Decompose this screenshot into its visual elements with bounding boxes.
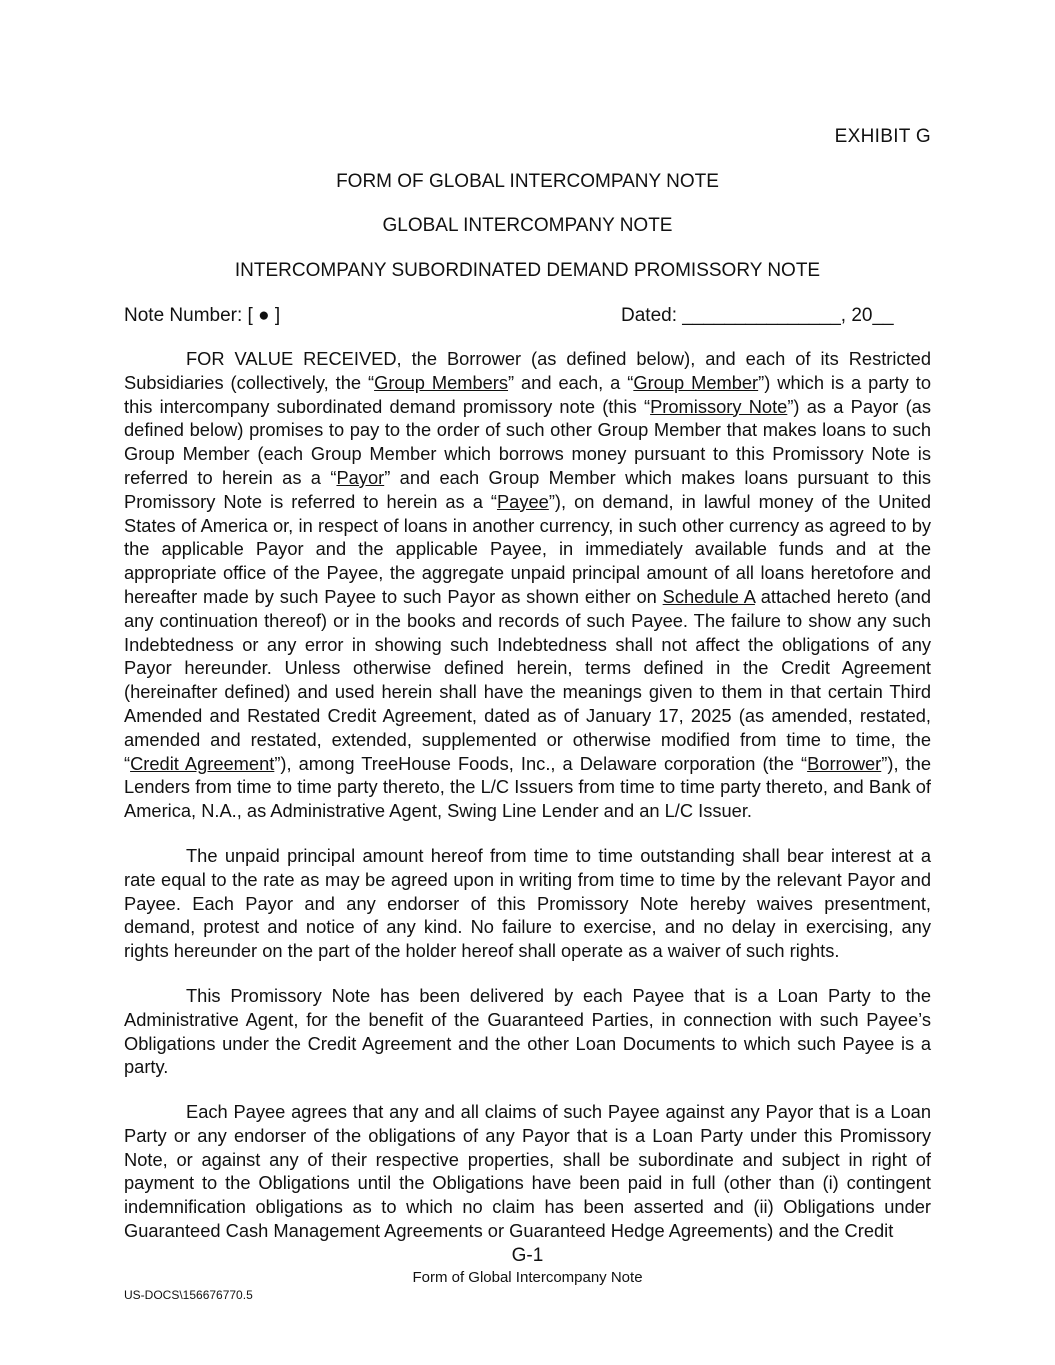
defined-term-promissory-note: Promissory Note — [650, 395, 788, 417]
document-id: US-DOCS\156676770.5 — [124, 1288, 253, 1302]
note-number: Note Number: [ ● ] — [124, 305, 281, 326]
interest-paragraph: The unpaid principal amount hereof from time to time outstanding shall bear interest at a rate equal to the rate as may be agreed upon in writing from time to time by the relevant Payor and Payee. Each Payor and any endorser of this Promissory Note hereby waives presentment, demand, protest and notice of any kind. No failure to exercise, and no delay in exercising, any rights hereunder on the part of the holder hereof shall operate as a waiver of such rights. — [124, 845, 931, 962]
page-number: G-1 — [511, 1245, 544, 1266]
defined-term-credit-agreement: Credit Agreement — [130, 752, 275, 774]
p1-text: ” and each Group Member which makes loans pursuant to this Promissory Note is referred to herein as a “ — [124, 466, 931, 512]
p1-text: ”), among TreeHouse Foods, Inc., a Delaware corporation (the “ — [274, 752, 808, 774]
note-subtitle: INTERCOMPANY SUBORDINATED DEMAND PROMISSORY NOTE — [234, 260, 821, 281]
exhibit-label: EXHIBIT G — [834, 126, 931, 147]
paragraph-2 — [124, 844, 931, 963]
form-title: FORM OF GLOBAL INTERCOMPANY NOTE — [336, 171, 719, 192]
dated-field: Dated: _______________, 20__ — [621, 305, 894, 326]
p1-text: attached hereto (and any continuation thereof) or in the books and records of such Payee. The failure to show any such Indebtedness or any error in showing such Indebtedness shall not affect the obligations of any Payor hereunder. Unless otherwise defined herein, terms defined in the Credit Agreement (hereinafter defined) and used herein shall have the meanings given to them in that certain Third Amended and Restated Credit Agreement, dated as of January 17, 2025 (as amended, restated, amended and restated, extended, supplemented or otherwise modified from time to time, the “ — [124, 585, 931, 774]
note-number-line — [124, 305, 931, 327]
note-title: GLOBAL INTERCOMPANY NOTE — [382, 215, 673, 236]
delivery-paragraph: This Promissory Note has been delivered by each Payee that is a Loan Party to the Administrative Agent, for the benefit of the Guaranteed Parties, in connection with such Payee’s Obligations under the Credit Agreement and the other Loan Documents to which such Payee is a party. — [124, 985, 931, 1078]
p1-text: FOR VALUE RECEIVED, the Borrower (as defined below), and each of its Restricted Subsidiaries (collectively, the “ — [124, 348, 931, 393]
p1-text: ”) as a Payor (as defined below) promises to pay to the order of such other Group Member that makes loans to such Group Member (each Group Member which borrows money pursuant to this Promissory Note is referred to herein as a “ — [124, 395, 931, 488]
schedule-a-reference: Schedule A — [662, 585, 755, 607]
paragraph-1 — [124, 347, 931, 823]
defined-term-group-members: Group Members — [374, 371, 509, 393]
p1-text: ”), on demand, in lawful money of the United States of America or, in respect of loans in another currency, in such other currency as agreed to by the applicable Payor and the applicable Payee, in immediately available funds and at the appropriate office of the Payee, the aggregate unpaid principal amount of all loans heretofore and hereafter made by such Payee to such Payor as shown either on — [124, 490, 931, 607]
p1-text: ”) which is a party to this intercompany subordinated demand promissory note (this “ — [124, 371, 931, 417]
defined-term-payee: Payee — [496, 490, 549, 512]
defined-term-group-member: Group Member — [633, 371, 759, 393]
subordination-paragraph: Each Payee agrees that any and all claims of such Payee against any Payor that is a Loan Party or any endorser of the obligations of any Payor that is a Loan Party under this Promissory Note, or against any of their respective properties, shall be subordinate and subject in right of payment to the Obligations until the Obligations have been paid in full (other than (i) contingent indemnification obligations as to which no claim has been asserted and (ii) Obligations under Guaranteed Cash Management Agreements or Guaranteed Hedge Agreements) and the Credit — [124, 1101, 931, 1241]
paragraph-3 — [124, 984, 931, 1079]
p1-text: ” and each, a “ — [508, 371, 634, 393]
p1-text: ”), the Lenders from time to time party thereto, the L/C Issuers from time to time party thereto, and Bank of America, N.A., as Administrative Agent, Swing Line Lender and an L/C Issuer. — [124, 752, 931, 822]
footer-title: Form of Global Intercompany Note — [412, 1269, 643, 1286]
defined-term-borrower: Borrower — [807, 752, 882, 774]
defined-term-payor: Payor — [336, 466, 385, 488]
paragraph-4 — [124, 1100, 931, 1243]
